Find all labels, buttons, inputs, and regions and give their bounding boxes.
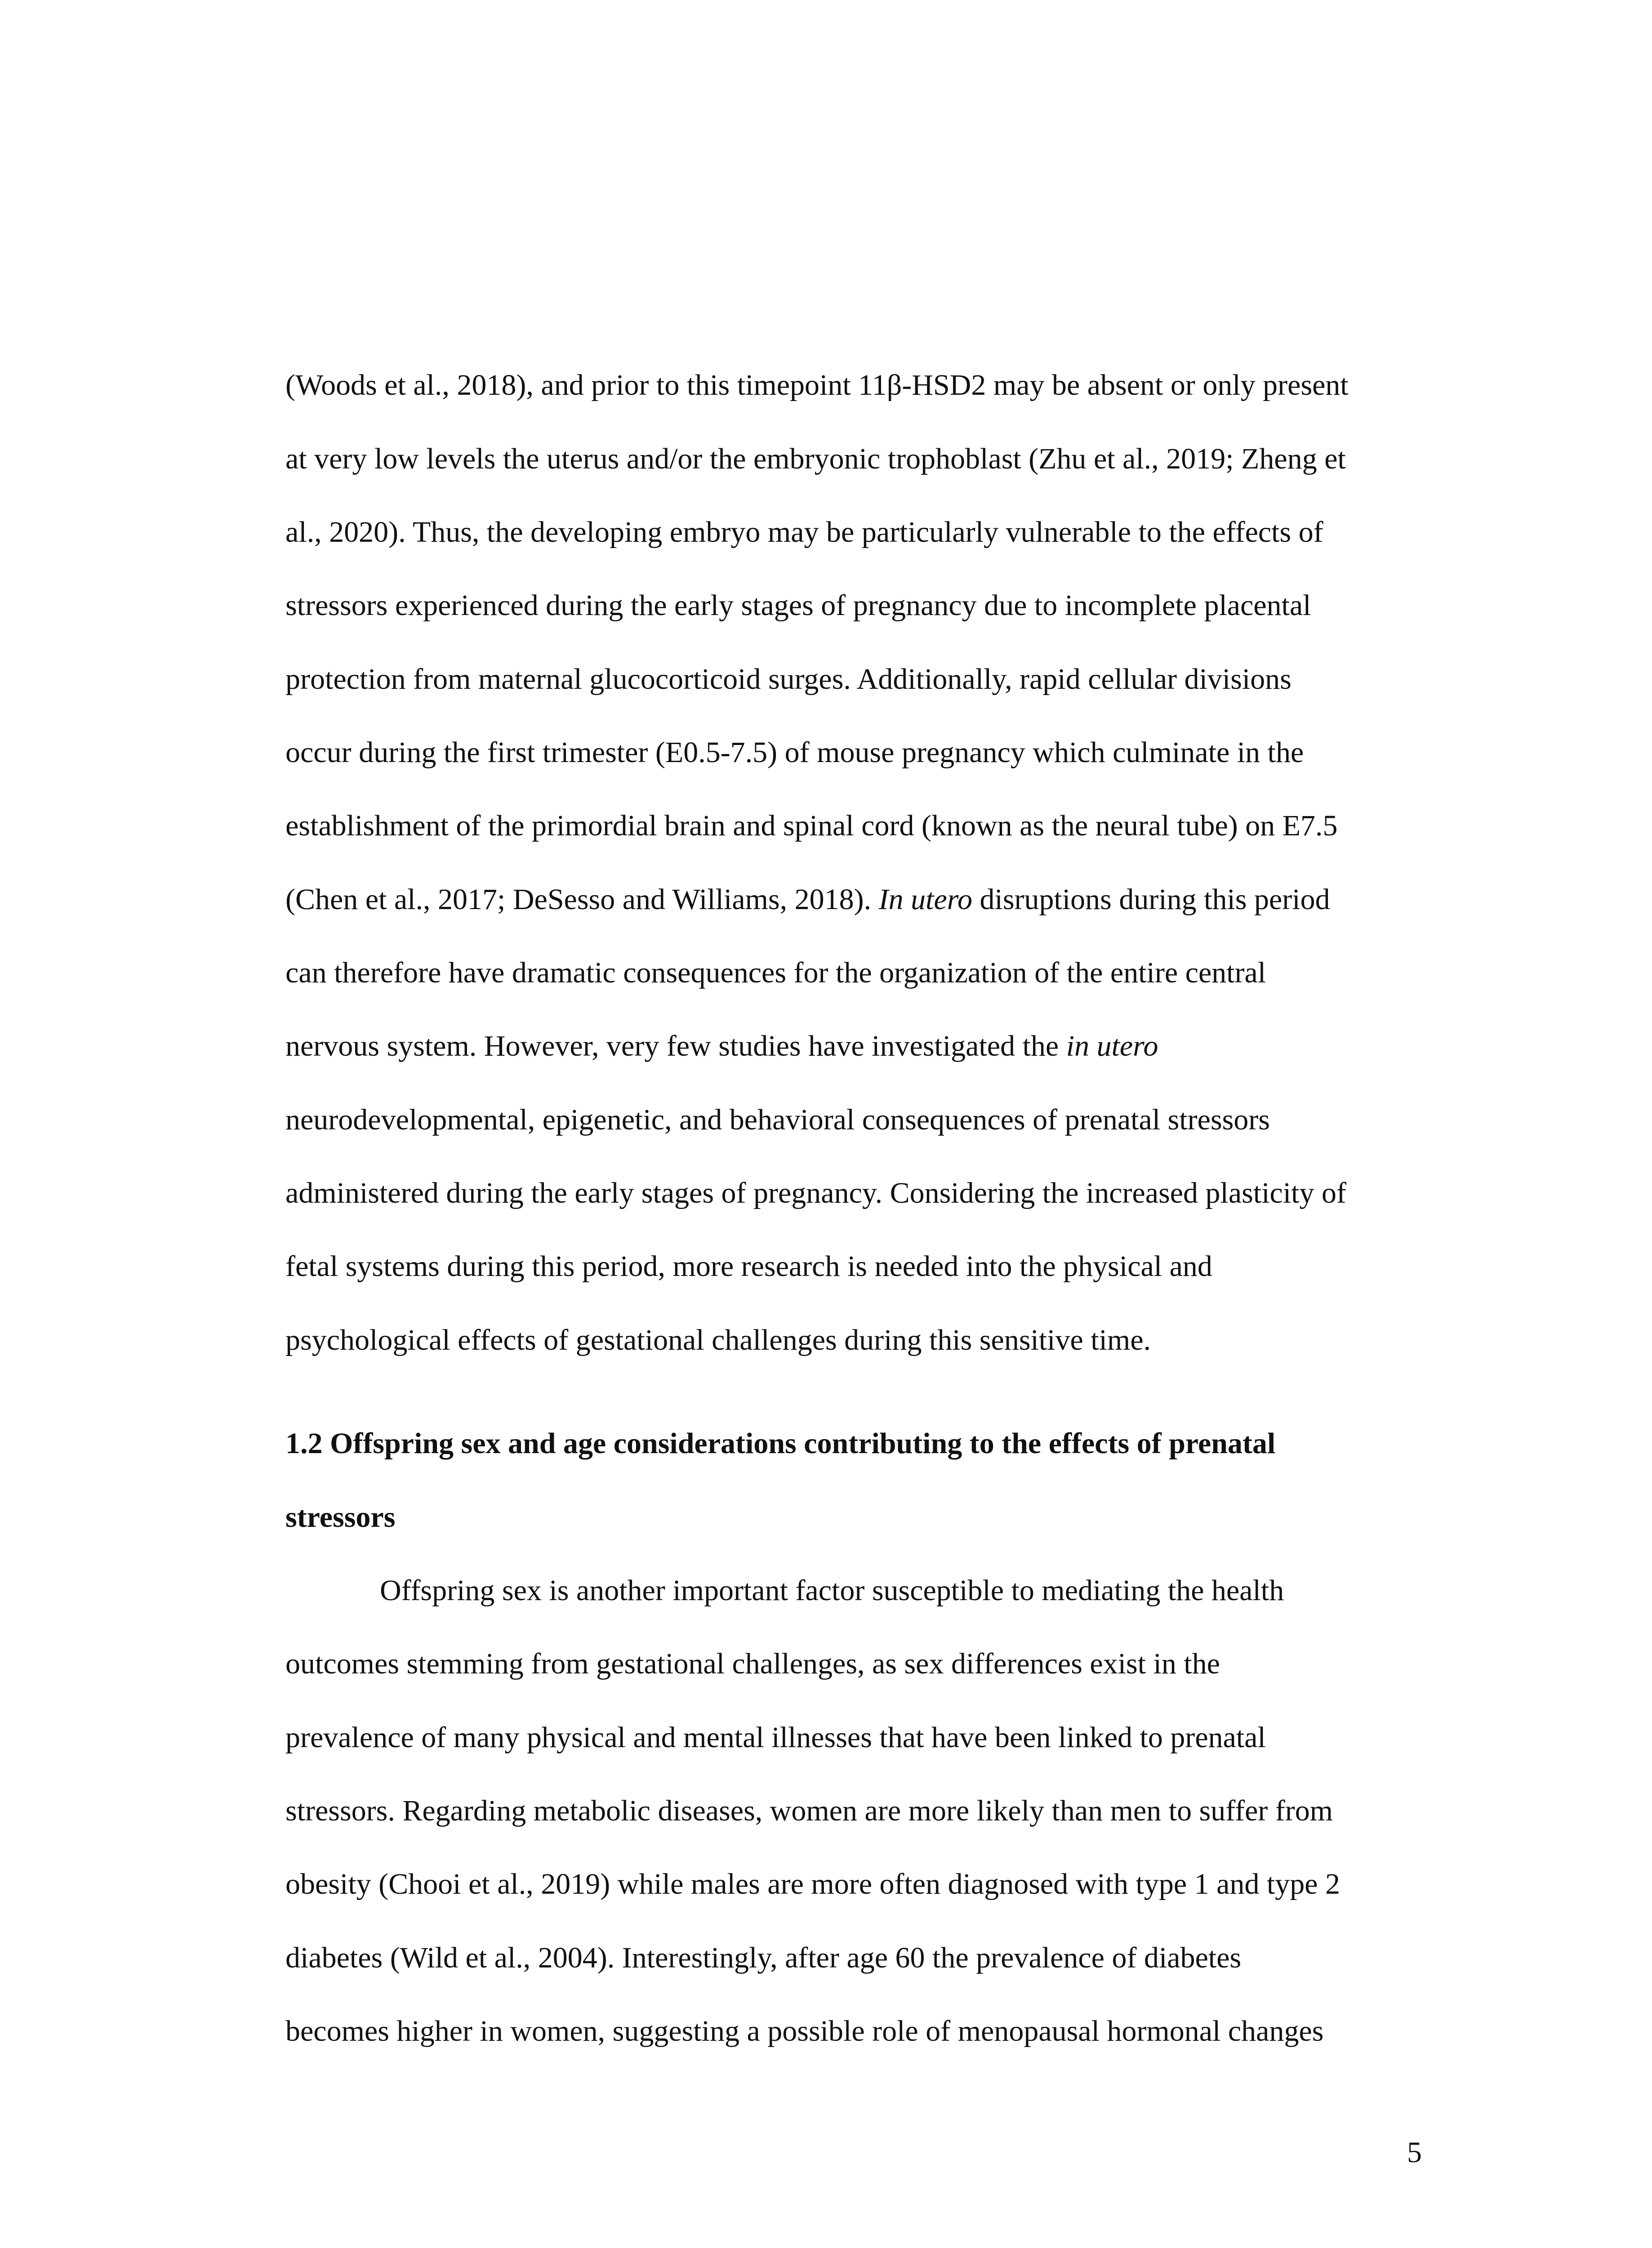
text-line: stressors experienced during the early stages of pregnancy due to incomplete placental — [285, 589, 1311, 622]
text-line: fetal systems during this period, more research is needed into the physical and — [285, 1250, 1212, 1283]
text-line: establishment of the primordial brain and spinal cord (known as the neural tube) on E7.5 — [285, 809, 1338, 842]
text-line: outcomes stemming from gestational challenges, as sex differences exist in the — [285, 1647, 1220, 1680]
text-line: at very low levels the uterus and/or the embryonic trophoblast (Zhu et al., 2019; Zheng et — [285, 442, 1346, 475]
text-line: protection from maternal glucocorticoid surges. Additionally, rapid cellular divisions — [285, 663, 1291, 696]
text-line: neurodevelopmental, epigenetic, and behavioral consequences of prenatal stressors — [285, 1103, 1270, 1136]
text-line: prevalence of many physical and mental illnesses that have been linked to prenatal — [285, 1721, 1266, 1754]
italic-term: in utero — [1066, 1030, 1158, 1062]
text-line: (Woods et al., 2018), and prior to this timepoint 11β-HSD2 may be absent or only present — [285, 369, 1349, 401]
text-line — [285, 885, 1330, 914]
text-line: administered during the early stages of pregnancy. Considering the increased plasticity of — [285, 1177, 1346, 1209]
text-line: psychological effects of gestational challenges during this sensitive time. — [285, 1324, 1151, 1356]
text-run: (Chen et al., 2017; DeSesso and Williams, 2018). — [285, 883, 879, 916]
text-line: occur during the first trimester (E0.5-7.5) of mouse pregnancy which culminate in the — [285, 736, 1304, 769]
page-number: 5 — [1407, 2136, 1422, 2169]
text-line: al., 2020). Thus, the developing embryo may be particularly vulnerable to the effects of — [285, 516, 1323, 549]
section-heading: 1.2 Offspring sex and age considerations contributing to the effects of prenatal — [285, 1427, 1276, 1460]
text-line: becomes higher in women, suggesting a possible role of menopausal hormonal changes — [285, 2015, 1324, 2047]
text-line: diabetes (Wild et al., 2004). Interestingly, after age 60 the prevalence of diabetes — [285, 1941, 1242, 1974]
italic-term: In utero — [878, 883, 972, 916]
section-heading: stressors — [285, 1501, 396, 1534]
text-line: can therefore have dramatic consequences for the organization of the entire central — [285, 956, 1266, 989]
text-run: nervous system. However, very few studies have investigated the — [285, 1030, 1066, 1062]
text-run: disruptions during this period — [972, 883, 1330, 916]
text-line: stressors. Regarding metabolic diseases, women are more likely than men to suffer from — [285, 1794, 1333, 1827]
text-line: obesity (Chooi et al., 2019) while males are more often diagnosed with type 1 and type 2 — [285, 1868, 1340, 1900]
text-line — [285, 1031, 1158, 1061]
text-line: Offspring sex is another important factor susceptible to mediating the health — [380, 1574, 1284, 1607]
